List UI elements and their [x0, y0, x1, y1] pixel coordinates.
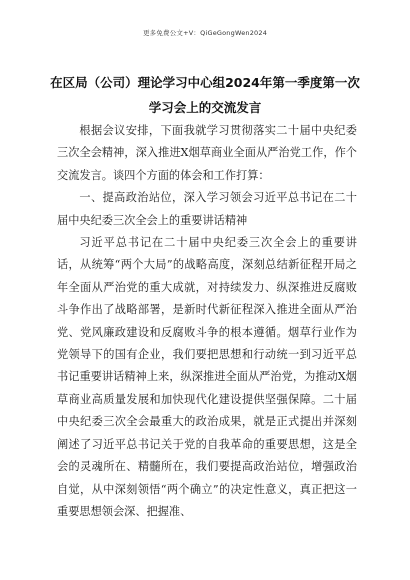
- paragraph-section-heading: 一、提高政治站位，深入学习领会习近平总书记在二十届中央纪委三次全会上的重要讲话精神: [57, 191, 357, 227]
- paragraph-body: 习近平总书记在二十届中央纪委三次全会上的重要讲话，从统筹“两个大局”的战略高度，深刻总结新征程开局之年全面从严治党的重大成就，对持续发力、纵深推进反腐败斗争作出了战略部署，是新时代新征程深入推进全面从严治党、党风廉政建设和反腐败斗争的根本遵循。烟草行业作为党领导下的国有企业，我们要把思想和行动统一到习近平总书记重要讲话精神上来，纵深推进全面从严治党，为推动X烟草商业高质量发展和加快现代化建设提供坚强保障。二十届中央纪委三次全会最重大的政治成果，就是正式提出并深刻阐述了习近平总书记关于党的自我革命的重要思想，这是全会的灵魂所在、精髓所在，我们要提高政治站位，增强政治自觉，从中深刻领悟“两个确立”的决定性意义，真正把这一重要思想领会深、把握准、: [57, 236, 357, 518]
- document-title: 在区局（公司）理论学习中心组2024年第一季度第一次学习会上的交流发言: [50, 75, 360, 115]
- paragraph-intro: 根据会议安排，下面我就学习贯彻落实二十届中央纪委三次全会精神，深入推进X烟草商业全面从严治党工作，作个交流发言。谈四个方面的体会和工作打算：: [57, 124, 357, 182]
- header-note: 更多免费公文+V：QiGeGongWen2024: [142, 29, 268, 37]
- document-body: [57, 120, 357, 523]
